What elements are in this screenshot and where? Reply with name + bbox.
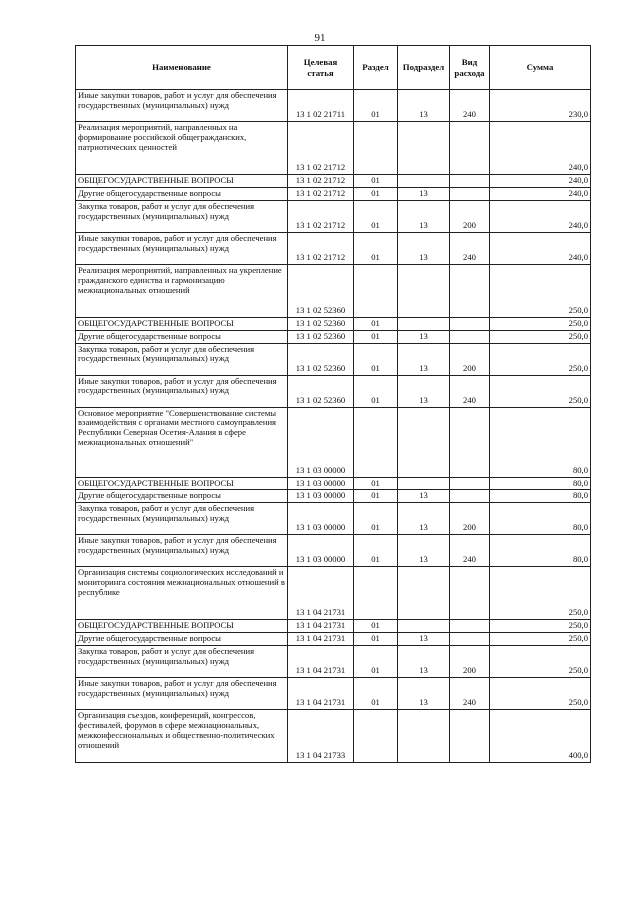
table-row [76,343,591,375]
cell-subsection [398,264,450,317]
cell-section [354,710,398,763]
cell-name: Другие общегосударственные вопросы [76,490,288,503]
cell-subsection [398,407,450,477]
cell-sum: 230,0 [490,90,591,122]
cell-expense-type: 240 [450,678,490,710]
budget-table [75,45,591,763]
header-subsection: Подраздел [398,46,450,90]
cell-expense-type [450,620,490,633]
cell-sum: 80,0 [490,477,591,490]
cell-sum: 240,0 [490,232,591,264]
cell-section: 01 [354,620,398,633]
cell-subsection: 13 [398,187,450,200]
table-row [76,232,591,264]
cell-subsection: 13 [398,646,450,678]
cell-expense-type [450,633,490,646]
table-row [76,567,591,620]
cell-sum: 80,0 [490,490,591,503]
cell-sum: 250,0 [490,620,591,633]
cell-section [354,264,398,317]
table-row [76,122,591,175]
cell-expense-type: 240 [450,375,490,407]
cell-section: 01 [354,375,398,407]
table-row [76,646,591,678]
cell-subsection: 13 [398,490,450,503]
cell-subsection: 13 [398,232,450,264]
cell-subsection: 13 [398,535,450,567]
cell-expense-type: 240 [450,232,490,264]
cell-sum: 240,0 [490,200,591,232]
cell-target: 13 1 02 52360 [288,375,354,407]
cell-name: Закупка товаров, работ и услуг для обеспечения государственных (муниципальных) нужд [76,503,288,535]
cell-section: 01 [354,200,398,232]
cell-target: 13 1 02 21712 [288,122,354,175]
cell-expense-type [450,122,490,175]
cell-section: 01 [354,232,398,264]
table-row [76,375,591,407]
table-row [76,200,591,232]
cell-expense-type [450,567,490,620]
table-header-row [76,46,591,90]
cell-section: 01 [354,317,398,330]
header-target: Целевая статья [288,46,354,90]
cell-expense-type [450,187,490,200]
cell-expense-type [450,490,490,503]
cell-section [354,407,398,477]
cell-target: 13 1 02 52360 [288,330,354,343]
cell-sum: 240,0 [490,175,591,188]
cell-subsection: 13 [398,375,450,407]
cell-name: Другие общегосударственные вопросы [76,330,288,343]
cell-expense-type: 240 [450,90,490,122]
cell-subsection: 13 [398,633,450,646]
table-row [76,90,591,122]
cell-name: Другие общегосударственные вопросы [76,187,288,200]
table-row [76,407,591,477]
cell-expense-type: 200 [450,200,490,232]
cell-section: 01 [354,175,398,188]
cell-sum: 250,0 [490,678,591,710]
cell-subsection: 13 [398,343,450,375]
cell-name: Организация съездов, конференций, конгрессов, фестивалей, форумов в сфере межнациональных, межконфессиональных и общественно-политических отношений [76,710,288,763]
cell-target: 13 1 04 21733 [288,710,354,763]
cell-expense-type: 200 [450,503,490,535]
cell-sum: 240,0 [490,122,591,175]
header-name: Наименование [76,46,288,90]
header-section: Раздел [354,46,398,90]
cell-target: 13 1 04 21731 [288,567,354,620]
cell-target: 13 1 02 21712 [288,232,354,264]
cell-sum: 80,0 [490,535,591,567]
cell-expense-type [450,175,490,188]
cell-subsection [398,122,450,175]
cell-target: 13 1 02 21712 [288,187,354,200]
cell-target: 13 1 04 21731 [288,633,354,646]
table-row [76,317,591,330]
cell-section: 01 [354,343,398,375]
cell-target: 13 1 03 00000 [288,490,354,503]
cell-sum: 250,0 [490,330,591,343]
cell-sum: 80,0 [490,407,591,477]
table-row [76,620,591,633]
cell-sum: 250,0 [490,317,591,330]
cell-target: 13 1 02 21712 [288,175,354,188]
cell-subsection: 13 [398,330,450,343]
table-row [76,175,591,188]
cell-section: 01 [354,187,398,200]
table-row [76,710,591,763]
cell-name: Закупка товаров, работ и услуг для обеспечения государственных (муниципальных) нужд [76,343,288,375]
cell-expense-type [450,317,490,330]
cell-expense-type [450,407,490,477]
table-row [76,678,591,710]
cell-target: 13 1 04 21731 [288,678,354,710]
cell-expense-type [450,330,490,343]
cell-subsection: 13 [398,200,450,232]
cell-section: 01 [354,678,398,710]
table-row [76,633,591,646]
cell-target: 13 1 02 52360 [288,264,354,317]
cell-sum: 400,0 [490,710,591,763]
cell-expense-type [450,264,490,317]
cell-expense-type: 240 [450,535,490,567]
table-row [76,477,591,490]
cell-subsection [398,317,450,330]
cell-name: Закупка товаров, работ и услуг для обеспечения государственных (муниципальных) нужд [76,200,288,232]
table-row [76,503,591,535]
cell-name: Иные закупки товаров, работ и услуг для обеспечения государственных (муниципальных) нужд [76,678,288,710]
cell-name: Другие общегосударственные вопросы [76,633,288,646]
cell-expense-type [450,710,490,763]
cell-name: Иные закупки товаров, работ и услуг для обеспечения государственных (муниципальных) нужд [76,375,288,407]
cell-name: ОБЩЕГОСУДАРСТВЕННЫЕ ВОПРОСЫ [76,620,288,633]
cell-target: 13 1 02 52360 [288,343,354,375]
table-row [76,187,591,200]
cell-sum: 240,0 [490,187,591,200]
cell-subsection [398,175,450,188]
cell-subsection: 13 [398,90,450,122]
cell-sum: 250,0 [490,375,591,407]
cell-sum: 250,0 [490,343,591,375]
cell-sum: 250,0 [490,633,591,646]
cell-name: Реализация мероприятий, направленных на формирование российской общегражданских, патриотических ценностей [76,122,288,175]
cell-section: 01 [354,535,398,567]
cell-section: 01 [354,490,398,503]
cell-section [354,567,398,620]
cell-name: Иные закупки товаров, работ и услуг для обеспечения государственных (муниципальных) нужд [76,90,288,122]
cell-name: Закупка товаров, работ и услуг для обеспечения государственных (муниципальных) нужд [76,646,288,678]
table-row [76,330,591,343]
cell-name: ОБЩЕГОСУДАРСТВЕННЫЕ ВОПРОСЫ [76,317,288,330]
cell-sum: 250,0 [490,646,591,678]
cell-name: Иные закупки товаров, работ и услуг для обеспечения государственных (муниципальных) нужд [76,535,288,567]
cell-section: 01 [354,90,398,122]
cell-section: 01 [354,330,398,343]
cell-name: Организация системы социологических исследований и мониторинга состояния межнациональных отношений в республике [76,567,288,620]
table-row [76,264,591,317]
table-row [76,535,591,567]
cell-name: Реализация мероприятий, направленных на укрепление гражданского единства и гармонизацию межнациональных отношений [76,264,288,317]
cell-section: 01 [354,646,398,678]
cell-name: Иные закупки товаров, работ и услуг для обеспечения государственных (муниципальных) нужд [76,232,288,264]
page-number: 91 [314,32,326,44]
cell-subsection [398,620,450,633]
cell-target: 13 1 02 21712 [288,200,354,232]
cell-name: ОБЩЕГОСУДАРСТВЕННЫЕ ВОПРОСЫ [76,477,288,490]
cell-section: 01 [354,477,398,490]
cell-subsection [398,477,450,490]
cell-section: 01 [354,633,398,646]
cell-name: Основное мероприятие "Совершенствование системы взаимодействия с органами местного самоуправления Республики Северная Осетия-Алания в сфере межнациональных отношений" [76,407,288,477]
cell-target: 13 1 03 00000 [288,503,354,535]
cell-section [354,122,398,175]
cell-subsection: 13 [398,503,450,535]
cell-section: 01 [354,503,398,535]
cell-target: 13 1 02 52360 [288,317,354,330]
cell-subsection [398,567,450,620]
cell-target: 13 1 03 00000 [288,535,354,567]
cell-target: 13 1 04 21731 [288,620,354,633]
header-sum: Сумма [490,46,591,90]
cell-target: 13 1 04 21731 [288,646,354,678]
cell-sum: 250,0 [490,567,591,620]
cell-target: 13 1 03 00000 [288,407,354,477]
cell-sum: 80,0 [490,503,591,535]
cell-subsection [398,710,450,763]
cell-target: 13 1 02 21711 [288,90,354,122]
cell-target: 13 1 03 00000 [288,477,354,490]
cell-expense-type: 200 [450,343,490,375]
cell-sum: 250,0 [490,264,591,317]
header-expense-type: Вид расхода [450,46,490,90]
table-row [76,490,591,503]
cell-name: ОБЩЕГОСУДАРСТВЕННЫЕ ВОПРОСЫ [76,175,288,188]
cell-expense-type: 200 [450,646,490,678]
cell-subsection: 13 [398,678,450,710]
cell-expense-type [450,477,490,490]
